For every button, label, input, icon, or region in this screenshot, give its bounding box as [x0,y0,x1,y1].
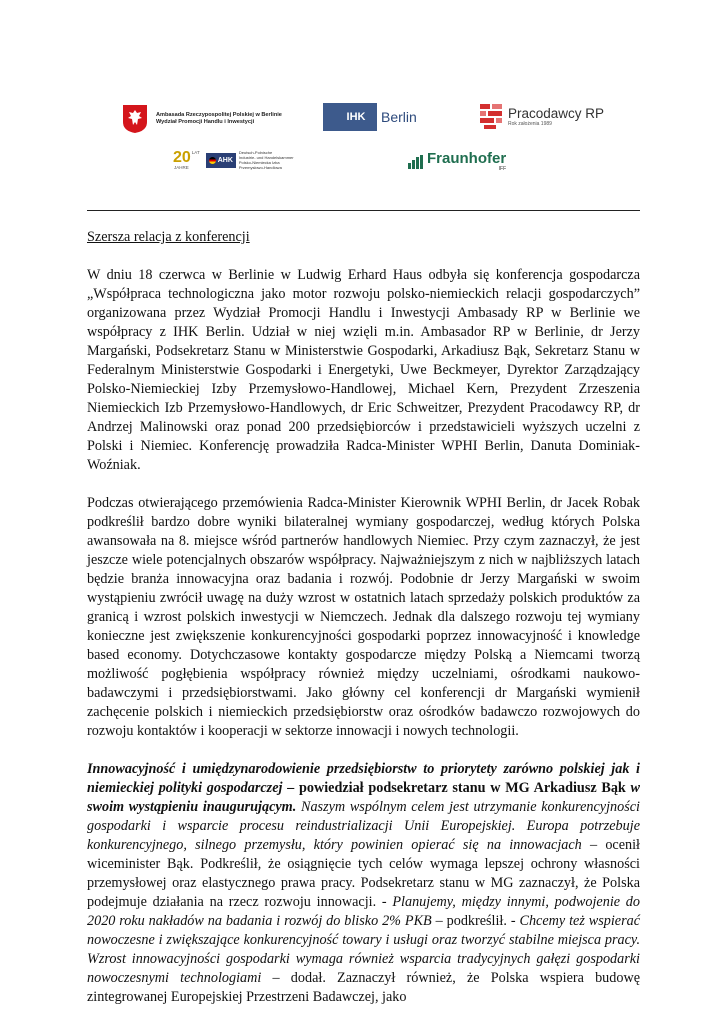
pracodawcy-logo [478,102,604,130]
ahk-lat: LAT [191,150,200,155]
p3-text-3: – dodał. Zaznaczył również, że Polska wspiera budowę zintegrowanej Europejskiej Przestrzeni Badawczej, jako [87,970,640,1005]
ahk-desc4: Przemysłowo-Handlowa [238,165,282,170]
p3-quote-2: Naszym wspólnym celem jest utrzymanie konkurencyjności gospodarki i wsparcie procesu reindustrializacji Unii Europejskiej. Europa potrzebuje konkurencyjnego, silnego przemysłu, który powinien opierać się na innowacjach [87,799,640,853]
paragraph-3 [87,760,640,1007]
ahk-desc2: Industrie- und Handelskammer [238,155,294,160]
polish-eagle-icon [122,104,148,134]
ahk-badge-text: AHK [217,156,233,164]
ahk-twenty: 20 [173,149,191,166]
ahk-jahre: JAHRE [174,165,189,170]
p3-text-2: – podkreślił. - [431,913,520,929]
p3-quote-lead: Innowacyjność i umiędzynarodowienie przedsiębiorstw to priorytety zarówno polskiej jak i niemieckiej polityki gospodarczej [87,761,640,796]
document-heading: Szersza relacja z konferencji [87,229,250,245]
p3-quote-4: Chcemy też wspierać nowoczesne i zwiększające konkurencyjność towary i usługi oraz tworzyć stabilne miejsca pracy. Wzrost innowacyjności gospodarki wymaga również wsparcia tradycyjnych gałęzi gospodarki nowoczesnymi technologiami [87,913,640,986]
ihk-badge [323,103,377,131]
p3-attribution: – powiedział podsekretarz stanu w MG Arkadiusz Bąk [282,780,631,796]
pracodawcy-sub: Rok założenia 1989 [508,120,552,127]
document-body [87,228,640,1007]
p3-text-1: – ocenił wiceminister Bąk. Podkreślił, że osiągnięcie tych celów wymaga lepszej ochrony własności przemysłowej oraz elastycznego prawa pracy. Podsekretarz stanu w MG zaznaczył, że Polska podejmuje działania na rzecz rozwoju innowacji. - [87,837,640,910]
ahk-logo [173,150,294,170]
fraunhofer-name: Fraunhofer [427,150,507,167]
p3-attribution-italic: w swoim wystąpieniu inaugurującym. [87,780,640,815]
p3-quote-3: Planujemy, między innymi, podwojenie do 2020 roku nakładów na badania i rozwój do blisko 2% PKB [87,894,640,929]
ahk-badge [206,153,236,168]
ambasada-line1: Ambasada Rzeczypospolitej Polskiej w Berlinie [156,112,282,118]
ihk-badge-text: IHK [346,111,366,123]
paragraph-2: Podczas otwierającego przemówienia Radca-Minister Kierownik WPHI Berlin, dr Jacek Robak podkreślił bardzo dobre wyniki bilateralnej wymiany gospodarczej, według których Polska awansowała na 8. miejsce wśród partnerów handlowych Niemiec. Przy czym zaznaczył, że jest jeszcze wiele potencjalnych obszarów współpracy. Najważniejszym z nich w najbliższych latach będzie branża innowacyjna oraz badania i rozwój. Podobnie dr Jerzy Margański w swoim wystąpieniu zwrócił uwagę na duży wzrost w ostatnich latach sprzedaży polskich produktów za granicą i wzrost polskich inwestycji w Niemczech. Jednak dla dalszego rozwoju tej wymiany konieczne jest zwiększenie konkurencyjności gospodarki poprzez innowacyjność i knowledge based economy. Dotychczasowe kontakty gospodarcze między Polską a Niemcami tworzą możliwość pogłębienia współpracy również między uczelniami, ośrodkami naukowo-badawczymi i przedsiębiorstwami. Jako główny cel konferencji dr Margański wymienił zachęcenie polskich i niemieckich przedsiębiorstw oraz ośrodków badawczo rozwojowych do rozwoju kontaktów i kooperacji w sektorze innowacji i nowych technologii. [87,495,640,739]
ambasada-logo [122,104,282,134]
ambasada-line2: Wydział Promocji Handlu i Inwestycji [156,119,255,125]
fraunhofer-mark-icon [408,155,424,169]
pracodawcy-name: Pracodawcy RP [508,105,605,121]
flag-icon [209,157,216,164]
ihk-name: Berlin [381,109,417,125]
ahk-desc1: Deutsch-Polnische [238,150,273,155]
pracodawcy-blocks-icon [478,102,504,130]
ihk-berlin-logo [323,103,417,131]
fraunhofer-sub: IFF [498,166,507,172]
paragraph-1: W dniu 18 czerwca w Berlinie w Ludwig Erhard Haus odbyła się konferencja gospodarcza „Współpraca technologiczna jako motor rozwoju polsko-niemieckich relacji gospodarczych” organizowana przez Wydział Promocji Handlu i Inwestycji Ambasady RP w Berlinie we współpracy z IHK Berlin. Udział w niej wzięli m.in. Ambasador RP w Berlinie, dr Jerzy Margański, Podsekretarz Stanu w Ministerstwie Gospodarki, Arkadiusz Bąk, Sekretarz Stanu w Federalnym Ministerstwie Gospodarki i Energetyki, Uwe Beckmeyer, Dyrektor Zarządzający Polsko-Niemieckiej Izby Przemysłowo-Handlowej, Michael Kern, Prezydent Zrzeszenia Niemieckich Izb Przemysłowo-Handlowych, dr Eric Schweitzer, Prezydent Pracodawcy RP, dr Andrzej Malinowski oraz ponad 200 przedsiębiorców i przedstawicieli wyższych uczelni z Polski i Niemiec. Konferencję prowadziła Radca-Minister WPHI Berlin, Danuta Dominiak-Woźniak. [87,267,640,473]
header-divider [87,210,640,211]
ahk-desc3: Polsko-Niemiecka Izba [238,160,280,165]
fraunhofer-logo [408,151,506,172]
